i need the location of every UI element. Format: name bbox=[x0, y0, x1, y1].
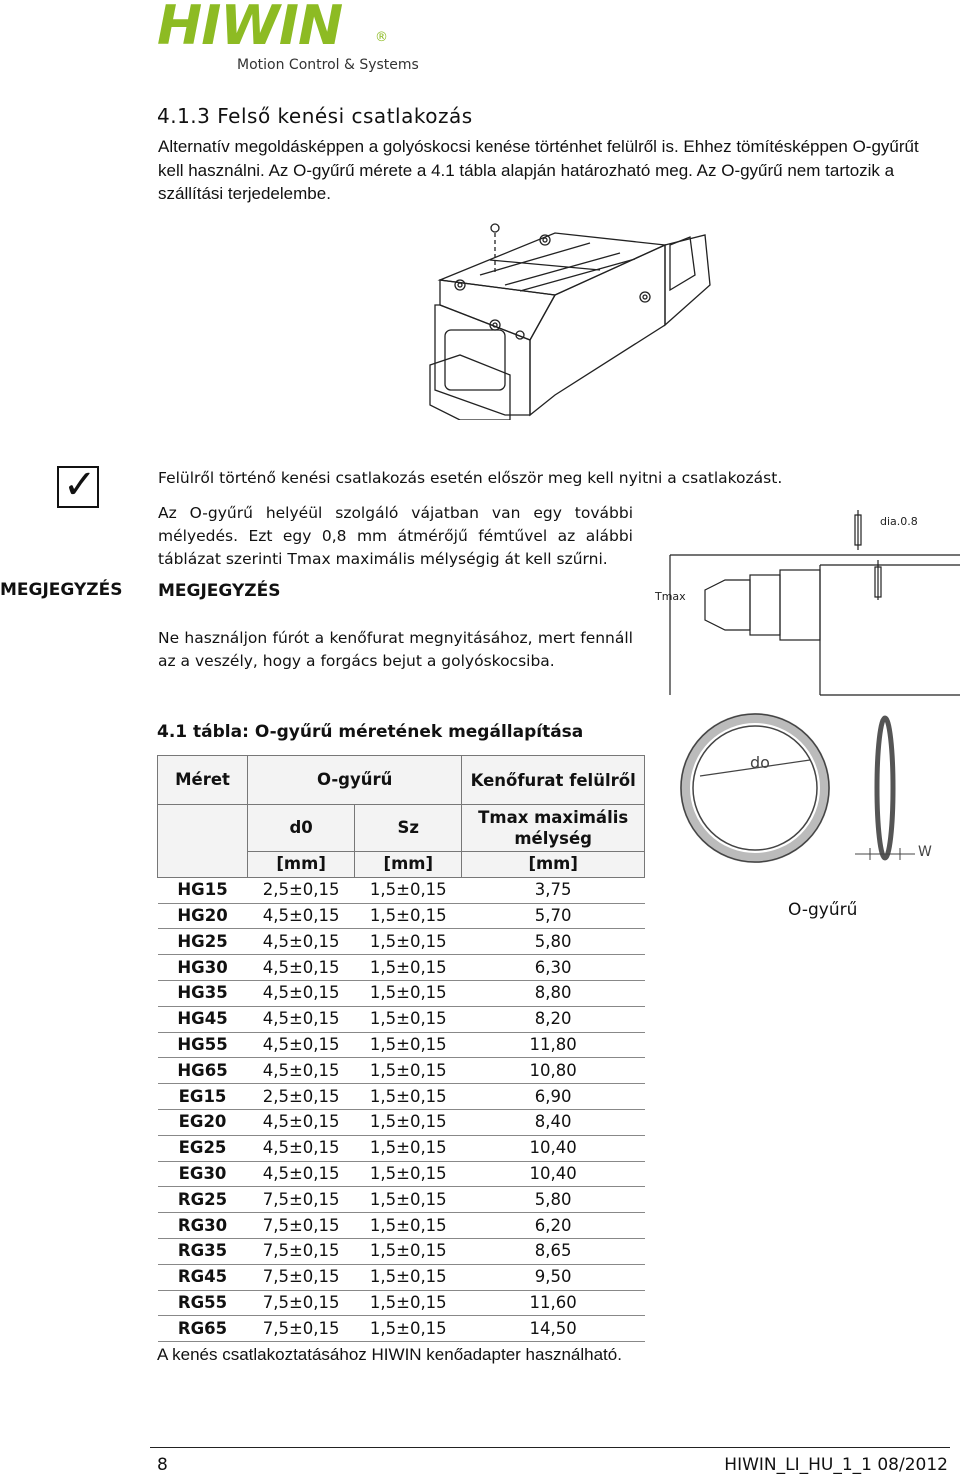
w-label: W bbox=[918, 844, 932, 860]
row-tmax: 8,65 bbox=[462, 1238, 645, 1264]
row-d0: 4,5±0,15 bbox=[248, 1006, 355, 1032]
row-size: HG65 bbox=[158, 1058, 248, 1084]
row-tmax: 5,70 bbox=[462, 903, 645, 929]
row-tmax: 11,80 bbox=[462, 1032, 645, 1058]
row-sz: 1,5±0,15 bbox=[355, 980, 462, 1006]
row-tmax: 5,80 bbox=[462, 1187, 645, 1213]
row-tmax: 8,80 bbox=[462, 980, 645, 1006]
row-tmax: 14,50 bbox=[462, 1316, 645, 1342]
table-row bbox=[158, 1213, 645, 1239]
row-tmax: 6,90 bbox=[462, 1084, 645, 1110]
table-row bbox=[158, 955, 645, 981]
header-ogyuru: O-gyűrű bbox=[248, 756, 462, 805]
table-row bbox=[158, 1109, 645, 1135]
table-row bbox=[158, 1006, 645, 1032]
intro-paragraph: Alternatív megoldásképpen a golyóskocsi kenése történhet felülről is. Ehhez tömítésképpen O-gyűrűt kell használni. Az O-gyűrű mérete a 4.1 tábla alapján határozható meg. Az O-gyűrű nem tartozik a szállítási terjedelembe. bbox=[158, 137, 919, 203]
row-size: RG25 bbox=[158, 1187, 248, 1213]
row-sz: 1,5±0,15 bbox=[355, 1058, 462, 1084]
table-row bbox=[158, 1316, 645, 1342]
row-tmax: 8,20 bbox=[462, 1006, 645, 1032]
note-line-3: Ne használjon fúrót a kenőfurat megnyitásához, mert fennáll az a veszély, hogy a forgács bejut a golyóskocsiba. bbox=[158, 629, 633, 670]
row-size: EG25 bbox=[158, 1135, 248, 1161]
table-row bbox=[158, 1058, 645, 1084]
logo-wordmark: HIWIN bbox=[157, 0, 343, 57]
page-number: 8 bbox=[157, 1455, 168, 1475]
header-tmax: Tmax maximális mélység bbox=[462, 805, 645, 852]
row-d0: 7,5±0,15 bbox=[248, 1238, 355, 1264]
footnote: A kenés csatlakoztatásához HIWIN kenőadapter használható. bbox=[157, 1345, 622, 1364]
unit-tmax: [mm] bbox=[462, 852, 645, 878]
row-d0: 2,5±0,15 bbox=[248, 1084, 355, 1110]
section-heading: 4.1.3 Felső kenési csatlakozás bbox=[157, 104, 473, 128]
row-size: HG15 bbox=[158, 877, 248, 903]
footer-divider bbox=[150, 1447, 950, 1448]
row-size: HG30 bbox=[158, 955, 248, 981]
row-d0: 4,5±0,15 bbox=[248, 1058, 355, 1084]
row-d0: 4,5±0,15 bbox=[248, 1032, 355, 1058]
row-sz: 1,5±0,15 bbox=[355, 877, 462, 903]
row-tmax: 3,75 bbox=[462, 877, 645, 903]
tmax-label: Tmax bbox=[655, 590, 686, 603]
row-size: RG55 bbox=[158, 1290, 248, 1316]
note-line-1: Felülről történő kenési csatlakozás esetén először meg kell nyitni a csatlakozást. bbox=[158, 469, 783, 487]
header-d0: d0 bbox=[248, 805, 355, 852]
row-sz: 1,5±0,15 bbox=[355, 1213, 462, 1239]
document-id: HIWIN_LI_HU_1_1 08/2012 bbox=[724, 1455, 948, 1475]
row-sz: 1,5±0,15 bbox=[355, 1290, 462, 1316]
row-size: RG30 bbox=[158, 1213, 248, 1239]
row-d0: 4,5±0,15 bbox=[248, 955, 355, 981]
tmax-diagram bbox=[650, 505, 960, 705]
row-d0: 4,5±0,15 bbox=[248, 1109, 355, 1135]
row-size: HG45 bbox=[158, 1006, 248, 1032]
d0-label: do bbox=[750, 753, 770, 772]
row-tmax: 10,80 bbox=[462, 1058, 645, 1084]
row-size: EG20 bbox=[158, 1109, 248, 1135]
table-row bbox=[158, 929, 645, 955]
header-kenofurat: Kenőfurat felülről bbox=[462, 756, 645, 805]
row-d0: 7,5±0,15 bbox=[248, 1213, 355, 1239]
row-d0: 7,5±0,15 bbox=[248, 1316, 355, 1342]
row-sz: 1,5±0,15 bbox=[355, 1032, 462, 1058]
row-tmax: 8,40 bbox=[462, 1109, 645, 1135]
table-row bbox=[158, 903, 645, 929]
unit-sz: [mm] bbox=[355, 852, 462, 878]
row-d0: 4,5±0,15 bbox=[248, 980, 355, 1006]
row-size: RG35 bbox=[158, 1238, 248, 1264]
row-d0: 4,5±0,15 bbox=[248, 1161, 355, 1187]
row-size: HG25 bbox=[158, 929, 248, 955]
row-size: HG55 bbox=[158, 1032, 248, 1058]
row-sz: 1,5±0,15 bbox=[355, 1187, 462, 1213]
row-sz: 1,5±0,15 bbox=[355, 1135, 462, 1161]
row-tmax: 10,40 bbox=[462, 1161, 645, 1187]
header-meret: Méret bbox=[158, 756, 248, 805]
note-line-2: Az O-gyűrű helyéül szolgáló vájatban van egy további mélyedés. Ezt egy 0,8 mm átmérőjű fémtűvel az alábbi táblázat szerinti Tmax maximális mélységig át kell szűrni. bbox=[158, 504, 633, 568]
row-d0: 7,5±0,15 bbox=[248, 1187, 355, 1213]
row-d0: 4,5±0,15 bbox=[248, 1135, 355, 1161]
row-tmax: 11,60 bbox=[462, 1290, 645, 1316]
row-sz: 1,5±0,15 bbox=[355, 955, 462, 981]
row-sz: 1,5±0,15 bbox=[355, 1109, 462, 1135]
hiwin-logo bbox=[157, 0, 422, 76]
row-d0: 7,5±0,15 bbox=[248, 1290, 355, 1316]
table-row bbox=[158, 1161, 645, 1187]
row-d0: 4,5±0,15 bbox=[248, 929, 355, 955]
row-sz: 1,5±0,15 bbox=[355, 1161, 462, 1187]
row-size: RG45 bbox=[158, 1264, 248, 1290]
table-row bbox=[158, 1032, 645, 1058]
oring-size-table bbox=[157, 755, 645, 1342]
row-sz: 1,5±0,15 bbox=[355, 1264, 462, 1290]
oring-illustration bbox=[680, 710, 950, 870]
oring-label: O-gyűrű bbox=[788, 900, 858, 920]
header-sz: Sz bbox=[355, 805, 462, 852]
row-tmax: 6,20 bbox=[462, 1213, 645, 1239]
row-sz: 1,5±0,15 bbox=[355, 1006, 462, 1032]
table-row bbox=[158, 1264, 645, 1290]
note-label: MEGJEGYZÉS bbox=[158, 581, 281, 601]
table-caption: 4.1 tábla: O-gyűrű méretének megállapítása bbox=[157, 722, 584, 742]
row-d0: 4,5±0,15 bbox=[248, 903, 355, 929]
row-size: HG35 bbox=[158, 980, 248, 1006]
note-side-label: MEGJEGYZÉS bbox=[0, 580, 123, 600]
table-row bbox=[158, 1290, 645, 1316]
row-tmax: 5,80 bbox=[462, 929, 645, 955]
table-row bbox=[158, 1084, 645, 1110]
logo-tagline: Motion Control & Systems bbox=[237, 57, 419, 73]
row-sz: 1,5±0,15 bbox=[355, 929, 462, 955]
checkmark-box-icon: ✓ bbox=[57, 466, 99, 508]
row-sz: 1,5±0,15 bbox=[355, 1084, 462, 1110]
row-sz: 1,5±0,15 bbox=[355, 903, 462, 929]
unit-d0: [mm] bbox=[248, 852, 355, 878]
table-row bbox=[158, 1238, 645, 1264]
row-size: RG65 bbox=[158, 1316, 248, 1342]
carriage-illustration bbox=[420, 215, 720, 420]
row-size: EG15 bbox=[158, 1084, 248, 1110]
table-row bbox=[158, 877, 645, 903]
row-sz: 1,5±0,15 bbox=[355, 1238, 462, 1264]
row-sz: 1,5±0,15 bbox=[355, 1316, 462, 1342]
table-row bbox=[158, 1187, 645, 1213]
registered-mark: ® bbox=[375, 30, 388, 45]
row-tmax: 6,30 bbox=[462, 955, 645, 981]
row-size: HG20 bbox=[158, 903, 248, 929]
table-row bbox=[158, 1135, 645, 1161]
row-size: EG30 bbox=[158, 1161, 248, 1187]
row-tmax: 9,50 bbox=[462, 1264, 645, 1290]
dia-label: dia.0.8 bbox=[880, 515, 918, 528]
header-blank bbox=[158, 805, 248, 878]
row-tmax: 10,40 bbox=[462, 1135, 645, 1161]
row-d0: 2,5±0,15 bbox=[248, 877, 355, 903]
table-row bbox=[158, 980, 645, 1006]
row-d0: 7,5±0,15 bbox=[248, 1264, 355, 1290]
